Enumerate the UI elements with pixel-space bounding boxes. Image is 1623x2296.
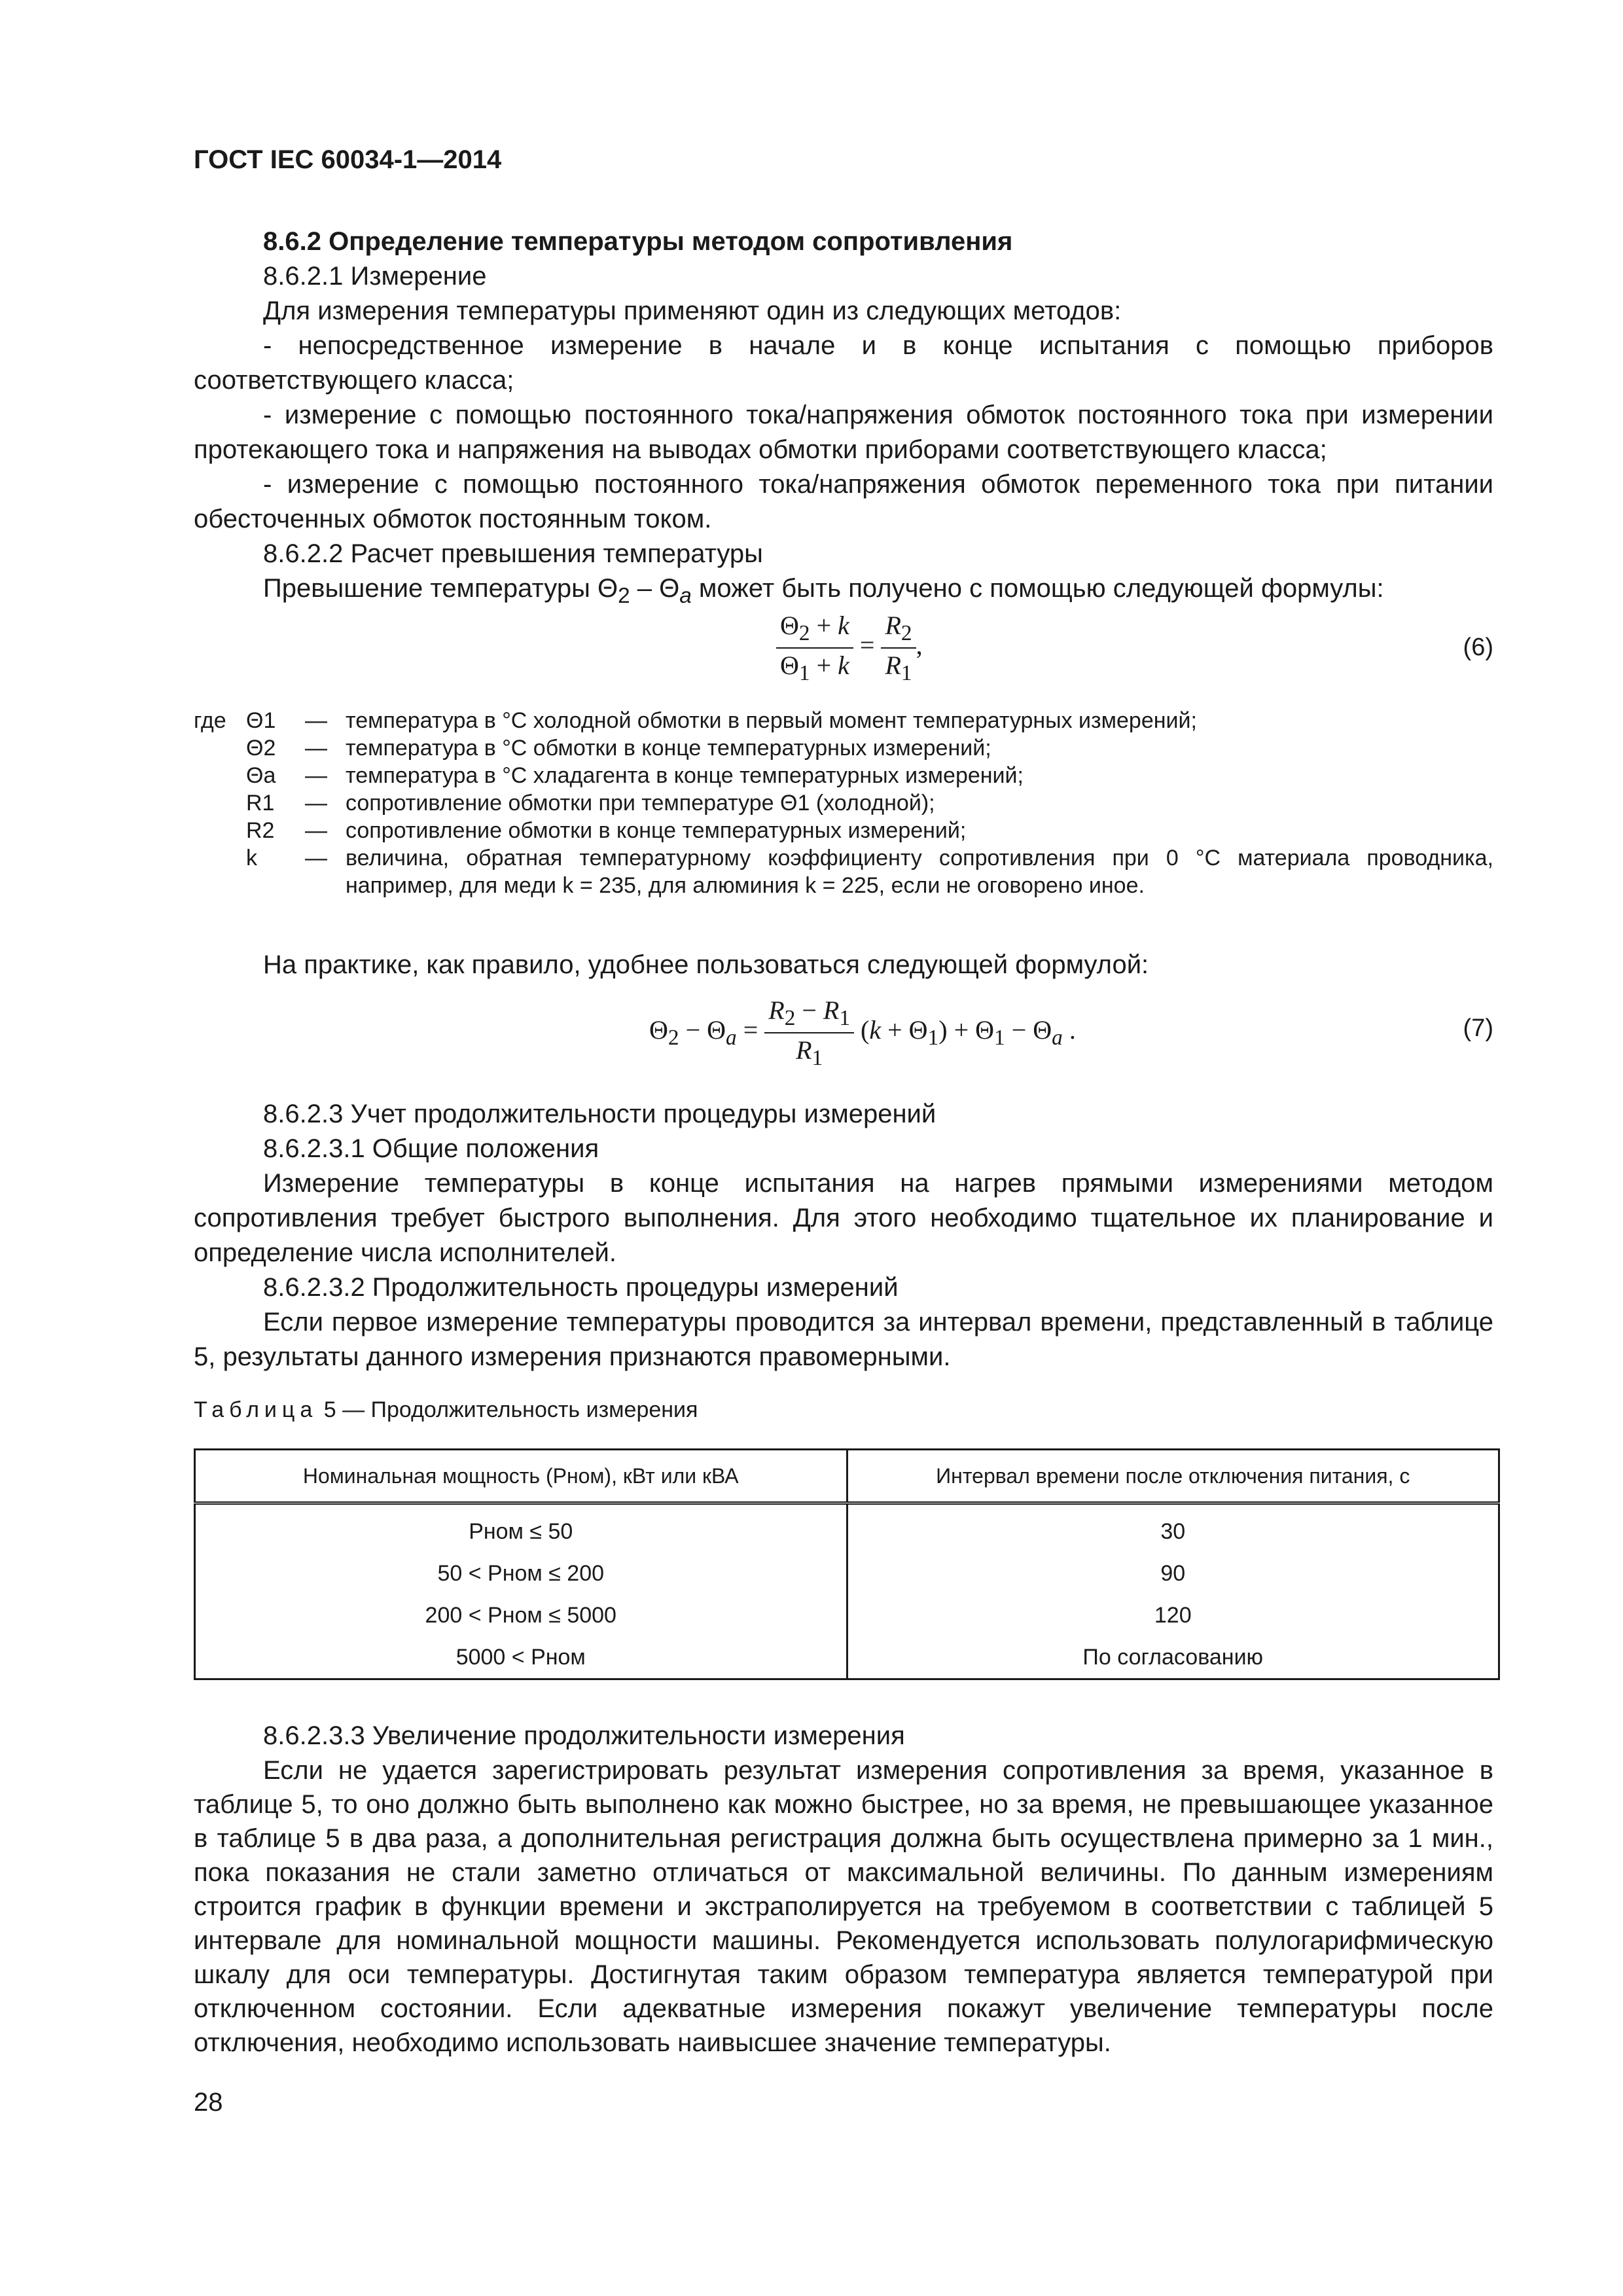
equation-number-6: (6) (1463, 634, 1493, 661)
table-caption: Таблица 5 — Продолжительность измерения (194, 1397, 698, 1422)
page-number: 28 (194, 2088, 223, 2117)
practice-text: На практике, как правило, удобнее пользоваться следующей формулой: (263, 950, 1149, 979)
legend-row: R2 — сопротивление обмотки в конце температурных измерений; (246, 818, 967, 843)
section-heading-8-6-2-2: 8.6.2.2 Расчет превышения температуры (263, 539, 763, 568)
general-paragraph: Измерение температуры в конце испытания на нагрев прямыми измерениями методом сопротивления требует быстрого выполнения. Для этого необходимо тщательное их планирование и определение числа исполнителей. (194, 1169, 1493, 1267)
method-3: - измерение с помощью постоянного тока/напряжения обмоток переменного тока при питании обесточенных обмоток постоянным током. (194, 470, 1493, 533)
symbol-legend (194, 707, 1493, 899)
formula-6-intro: Превышение температуры $\Theta_2 - \Theta_a$ может быть получено с помощью следующей формулы: (263, 574, 1384, 608)
table-row: 200 < Pном ≤ 5000 120 (195, 1594, 1499, 1636)
section-heading-8-6-2-3-3: 8.6.2.3.3 Увеличение продолжительности измерения (263, 1721, 905, 1750)
duration-paragraph: Если первое измерение температуры проводится за интервал времени, представленный в таблице 5, результаты данного измерения признаются правомерными. (194, 1308, 1493, 1371)
table-header-power: Номинальная мощность (Pном), кВт или кВА (195, 1450, 847, 1503)
formula-6: $\frac{\Theta_2 + k}{\Theta_1 + k}$ = $\frac{R_2}{R_1}$ , (776, 610, 923, 686)
method-1: - непосредственное измерение в начале и в конце испытания с помощью приборов соответствующего класса; (194, 331, 1493, 395)
increase-paragraph: Если не удается зарегистрировать результат измерения сопротивления за время, указанное в таблице 5, то оно должно быть выполнено как можно быстрее, но за время, не превышающее указанное в таблице 5 в два раза, а дополнительная регистрация должна быть осуществлена примерно за 1 мин., пока показания не стали заметно отличаться от максимальной величины. По данным измерениям строится график в функции времени и экстраполируется на требуемом в соответствии с таблицей 5 интервале для номинальной мощности машины. Рекомендуется использовать полулогарифмическую шкалу для оси температуры. Достигнутая таким образом температура является температурой при отключенном состоянии. Если адекватные измерения покажут увеличение температуры после отключения, необходимо использовать наивысшее значение температуры. (194, 1756, 1493, 2057)
duration-table (194, 1448, 1500, 1680)
formula-7: $\Theta_2 - \Theta_a$ = $\frac{R_2 - R_1}{R_1}$ $(k + \Theta_1) + \Theta_1 - \Theta_a$ . (649, 996, 1076, 1070)
methods-intro: Для измерения температуры применяют один из следующих методов: (263, 296, 1122, 325)
table-row: 5000 < Pном По согласованию (195, 1636, 1499, 1679)
legend-row: R1 — сопротивление обмотки при температуре Θ1 (холодной); (246, 791, 935, 816)
document-header: ГОСТ IEC 60034-1—2014 (194, 145, 502, 174)
section-heading-8-6-2: 8.6.2 Определение температуры методом сопротивления (263, 227, 1013, 256)
table-row: Pном ≤ 50 30 (195, 1503, 1499, 1553)
section-heading-8-6-2-3-2: 8.6.2.3.2 Продолжительность процедуры измерений (263, 1273, 899, 1302)
legend-row: k — величина, обратная температурному коэффициенту сопротивления при 0 °С материала проводника, например, для меди k = 235, для алюминия k = 225, если не оговорено иное. (246, 846, 1493, 898)
table-row: 50 < Pном ≤ 200 90 (195, 1552, 1499, 1594)
section-heading-8-6-2-3-1: 8.6.2.3.1 Общие положения (263, 1134, 599, 1163)
legend-row: Θa — температура в °С хладагента в конце температурных измерений; (246, 763, 1024, 788)
table-header-interval: Интервал времени после отключения питания, с (847, 1450, 1499, 1503)
section-heading-8-6-2-1: 8.6.2.1 Измерение (263, 262, 487, 291)
legend-row: Θ2 — температура в °С обмотки в конце температурных измерений; (246, 736, 991, 761)
legend-row: где Θ1 — температура в °С холодной обмотки в первый момент температурных измерений; (194, 708, 1197, 733)
equation-number-7: (7) (1463, 1014, 1493, 1042)
section-heading-8-6-2-3: 8.6.2.3 Учет продолжительности процедуры измерений (263, 1100, 936, 1128)
method-2: - измерение с помощью постоянного тока/напряжения обмоток постоянного тока при измерении протекающего тока и напряжения на выводах обмотки приборами соответствующего класса; (194, 401, 1493, 464)
